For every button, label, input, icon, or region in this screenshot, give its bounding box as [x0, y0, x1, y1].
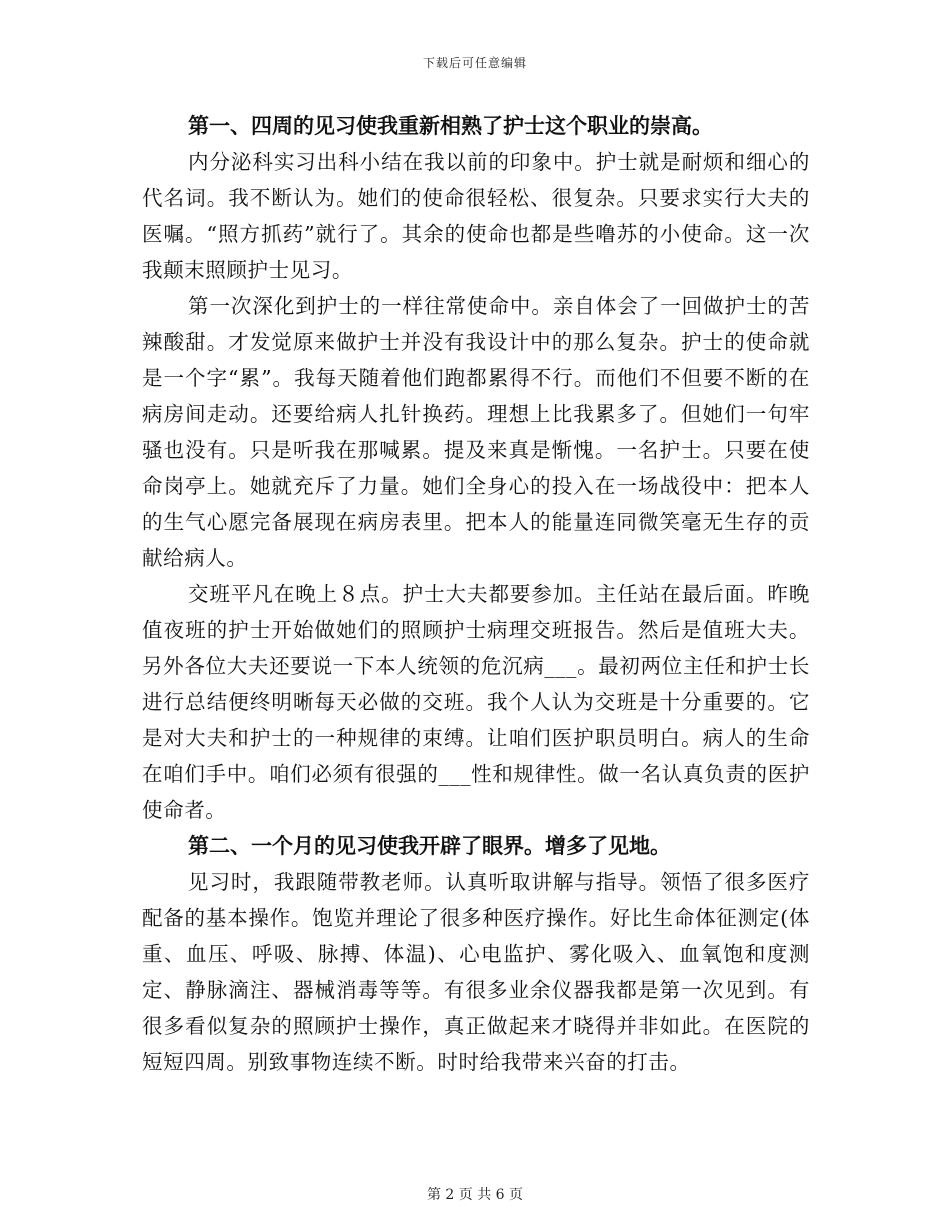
section-heading-1: 第一、四周的见习使我重新相熟了护士这个职业的崇高。	[188, 113, 713, 138]
page-number: 第 2 页 共 6 页	[426, 1187, 524, 1203]
document-body	[142, 108, 810, 1080]
section-heading-2: 第二、一个月的见习使我开辟了眼界。增多了见地。	[188, 833, 671, 858]
paragraph-4: 见习时，我跟随带教老师。认真听取讲解与指导。领悟了很多医疗配备的基本操作。饱览并理论了很多种医疗操作。好比生命体征测定(体重、血压、呼吸、脉搏、体温)、心电监护、雾化吸入、血氧饱和度测定、静脉滴注、器械消毒等等。有很多业余仪器我都是第一次见到。有很多看似复杂的照顾护士操作，真正做起来才晓得并非如此。在医院的短短四周。别致事物连续不断。时时给我带来兴奋的打击。	[142, 870, 810, 1074]
paragraph-2: 第一次深化到护士的一样往常使命中。亲自体会了一回做护士的苦辣酸甜。才发觉原来做护士并没有我设计中的那么复杂。护士的使命就是一个字“累”。我每天随着他们跑都累得不行。而他们不但要不断的在病房间走动。还要给病人扎针换药。理想上比我累多了。但她们一句牢骚也没有。只是听我在那喊累。提及来真是惭愧。一名护士。只要在使命岗亭上。她就充斥了力量。她们全身心的投入在一场战役中：把本人的生气心愿完备展现在病房表里。把本人的能量连同微笑毫无生存的贡献给病人。	[142, 294, 810, 570]
paragraph-3: 交班平凡在晚上８点。护士大夫都要参加。主任站在最后面。昨晚值夜班的护士开始做她们的照顾护士病理交班报告。然后是值班大夫。另外各位大夫还要说一下本人统领的危沉病___。最初两位主任和护士长进行总结便终明晰每天必做的交班。我个人认为交班是十分重要的。它是对大夫和护士的一种规律的束缚。让咱们医护职员明白。病人的生命在咱们手中。咱们必须有很强的___性和规律性。做一名认真负责的医护使命者。	[142, 582, 810, 822]
header-note: 下载后可任意编辑	[422, 56, 527, 70]
paragraph-1: 内分泌科实习出科小结在我以前的印象中。护士就是耐烦和细心的代名词。我不断认为。她们的使命很轻松、很复杂。只要求实行大夫的医嘱。“照方抓药”就行了。其余的使命也都是些噜苏的小使命。这一次我颠末照顾护士见习。	[142, 150, 810, 282]
